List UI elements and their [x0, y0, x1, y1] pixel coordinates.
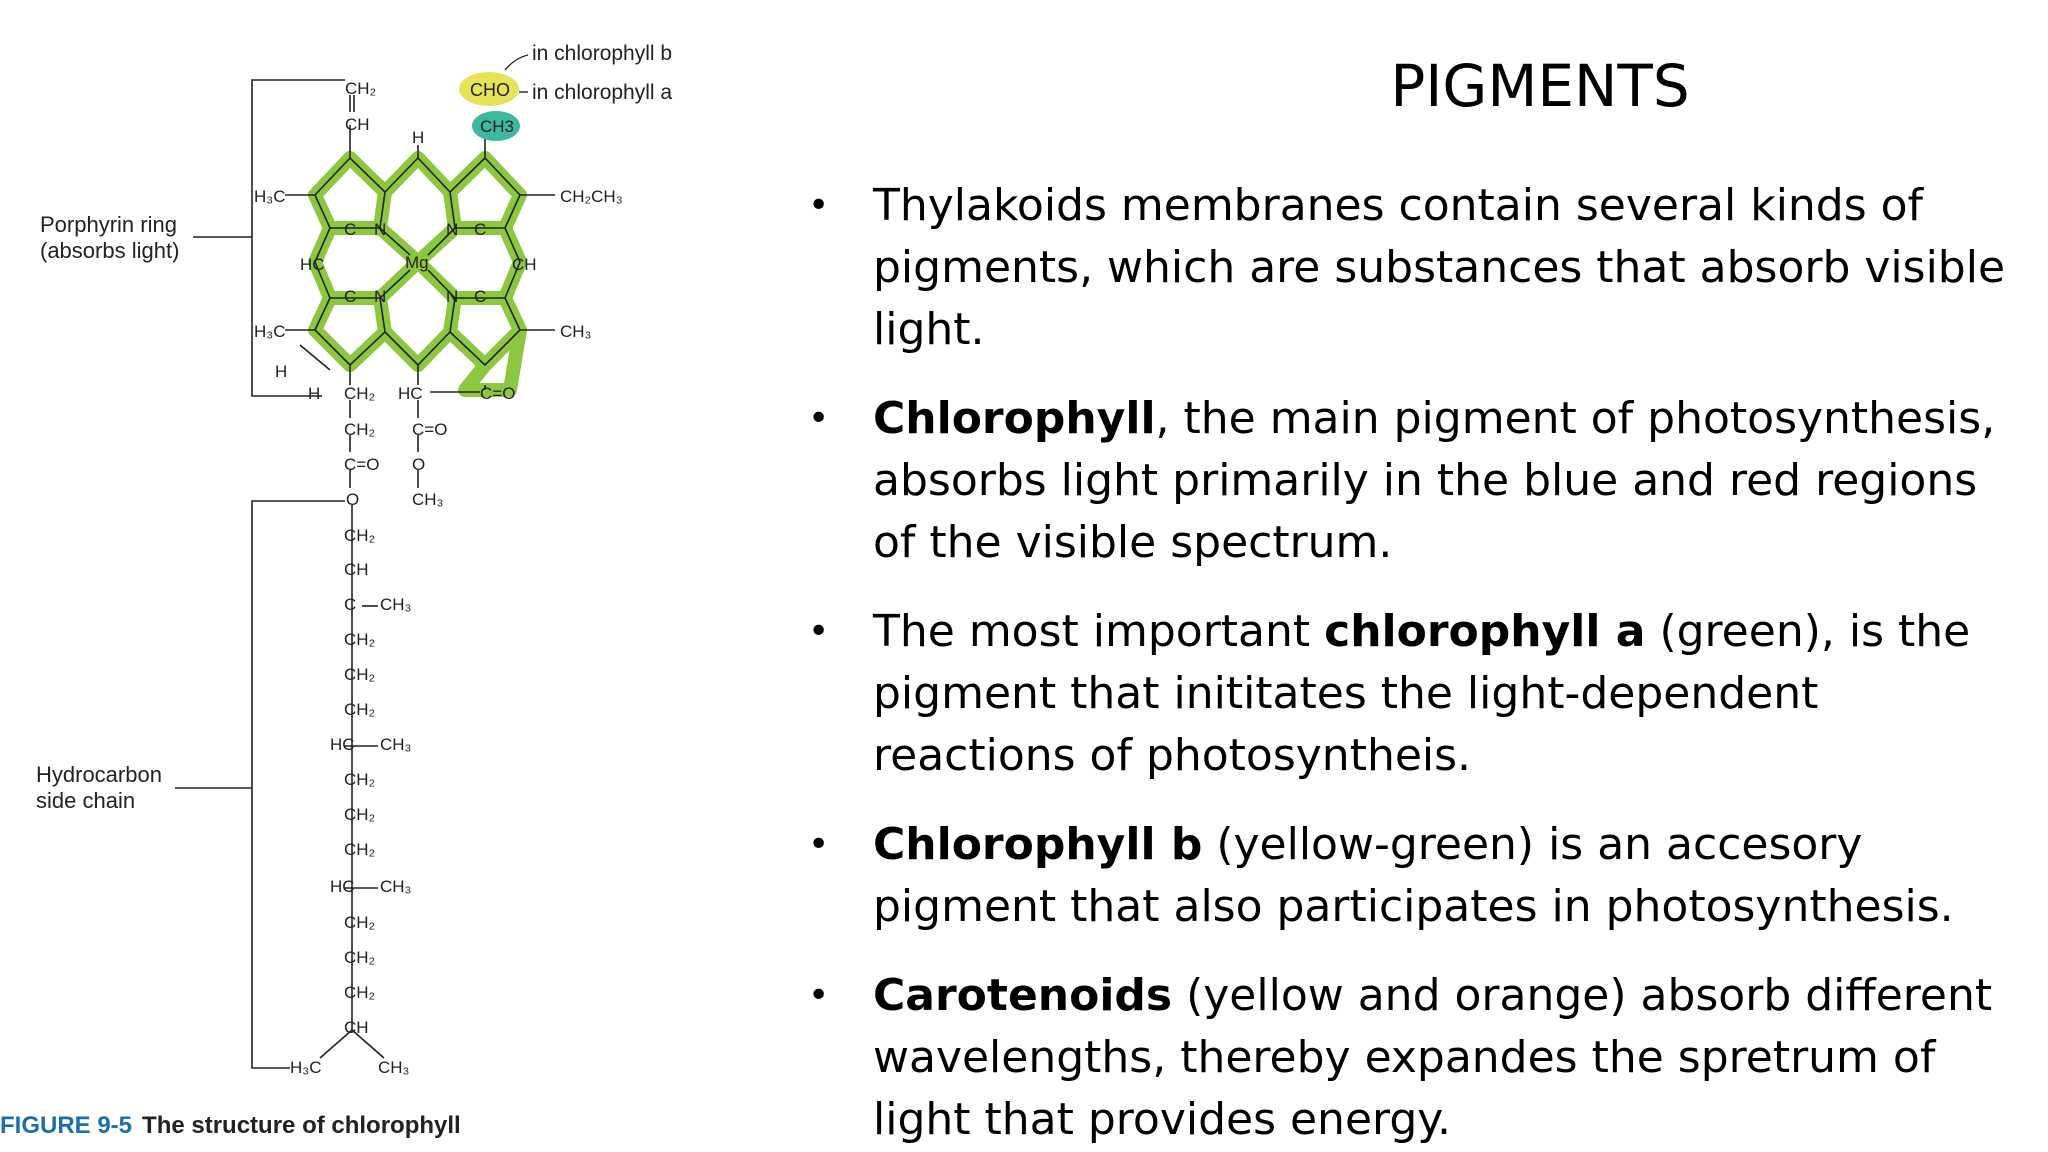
- svg-text:CH₃: CH₃: [380, 735, 412, 754]
- svg-text:C: C: [344, 220, 357, 239]
- bullet-dot-icon: •: [808, 975, 830, 1016]
- svg-text:CH₃: CH₃: [412, 490, 444, 509]
- bullet-list: [800, 175, 2010, 1152]
- atom-labels: [254, 79, 623, 1077]
- svg-text:H: H: [275, 362, 288, 381]
- chlorophyll-b-label: in chlorophyll b: [532, 42, 673, 65]
- svg-text:H: H: [308, 384, 321, 403]
- bullet-text: The most important: [873, 606, 1325, 657]
- svg-text:CH₂CH₃: CH₂CH₃: [560, 187, 623, 206]
- hydrocarbon-label-line1: Hydrocarbon: [36, 762, 162, 787]
- svg-text:CH₃: CH₃: [380, 595, 412, 614]
- svg-text:CH₃: CH₃: [378, 1058, 410, 1077]
- svg-text:C: C: [344, 595, 357, 614]
- bullet-item: [800, 965, 2010, 1151]
- svg-text:CH₂: CH₂: [345, 79, 377, 98]
- svg-text:N: N: [374, 220, 387, 239]
- svg-text:O: O: [412, 455, 426, 474]
- svg-text:C=O: C=O: [480, 384, 516, 403]
- svg-text:CH₃: CH₃: [560, 322, 592, 341]
- svg-text:CH₂: CH₂: [344, 526, 376, 545]
- svg-text:CH₂: CH₂: [344, 630, 376, 649]
- bullet-bold-text: chlorophyll a: [1324, 606, 1646, 657]
- svg-text:CH₂: CH₂: [344, 770, 376, 789]
- bullet-text: , the main pigment of photosynthesis, absorbs light primarily in the blue and red regions of the visible spectrum.: [873, 393, 1996, 568]
- svg-text:HC: HC: [330, 735, 355, 754]
- svg-text:CH: CH: [344, 1018, 369, 1037]
- svg-text:CH₂: CH₂: [344, 805, 376, 824]
- svg-text:CH₂: CH₂: [344, 983, 376, 1002]
- svg-text:C: C: [474, 287, 487, 306]
- svg-text:CH₂: CH₂: [344, 913, 376, 932]
- bullet-bold-text: Carotenoids: [873, 970, 1173, 1021]
- svg-text:O: O: [346, 490, 360, 509]
- svg-text:C: C: [344, 287, 357, 306]
- svg-text:CH₂: CH₂: [344, 420, 376, 439]
- porphyrin-label-line1: Porphyrin ring: [40, 212, 177, 237]
- svg-text:HC: HC: [398, 384, 423, 403]
- bullet-text: (yellow-green) is an accesory pigment that also participates in photosynthesis.: [873, 819, 1954, 932]
- svg-text:C=O: C=O: [412, 420, 448, 439]
- svg-text:N: N: [446, 220, 459, 239]
- svg-text:CH₂: CH₂: [344, 948, 376, 967]
- svg-text:CH: CH: [344, 560, 369, 579]
- bullet-dot-icon: •: [808, 185, 830, 226]
- bullet-text: (green), is the pigment that inititates the light-dependent reactions of photosyntheis.: [873, 606, 1971, 781]
- svg-text:H₃C: H₃C: [254, 187, 286, 206]
- svg-text:CH₂: CH₂: [344, 384, 376, 403]
- bullet-dot-icon: •: [808, 611, 830, 652]
- bullet-item: [800, 814, 2010, 938]
- bullet-item: [800, 601, 2010, 787]
- svg-text:N: N: [446, 287, 459, 306]
- bullet-bold-text: Chlorophyll b: [873, 819, 1203, 870]
- svg-text:H₃C: H₃C: [290, 1058, 322, 1077]
- svg-text:CH₂: CH₂: [344, 700, 376, 719]
- ch3-label: CH3: [480, 117, 515, 136]
- chlorophyll-structure-figure: [0, 0, 720, 1152]
- chlorophyll-a-label: in chlorophyll a: [532, 81, 673, 104]
- bullet-bold-text: Chlorophyll: [873, 393, 1156, 444]
- hydrocarbon-label-line2: side chain: [36, 788, 136, 813]
- bullet-item: [800, 175, 2010, 361]
- svg-text:CH: CH: [345, 115, 370, 134]
- svg-text:Mg: Mg: [405, 253, 429, 272]
- svg-text:N: N: [374, 287, 387, 306]
- svg-text:HC: HC: [300, 255, 325, 274]
- slide-title: PIGMENTS: [1390, 52, 1690, 120]
- porphyrin-label-line2: (absorbs light): [40, 238, 180, 263]
- bullet-text: Thylakoids membranes contain several kinds of pigments, which are substances that absorb visible light.: [873, 180, 2006, 355]
- chlorophyll-diagram: [0, 0, 720, 1110]
- svg-text:C=O: C=O: [344, 455, 380, 474]
- bullet-item: [800, 388, 2010, 574]
- figure-caption: [0, 1112, 461, 1140]
- figure-number: FIGURE 9-5: [0, 1112, 133, 1139]
- svg-text:CH₂: CH₂: [344, 665, 376, 684]
- svg-text:CH₃: CH₃: [380, 877, 412, 896]
- svg-text:C: C: [474, 220, 487, 239]
- svg-text:CH: CH: [512, 255, 537, 274]
- bullet-text: (yellow and orange) absorb different wavelengths, thereby expandes the spretrum of light that provides energy.: [873, 970, 1993, 1145]
- bullet-dot-icon: •: [808, 824, 830, 865]
- svg-text:HC: HC: [330, 877, 355, 896]
- svg-text:CH₂: CH₂: [344, 840, 376, 859]
- svg-text:H₃C: H₃C: [254, 322, 286, 341]
- brackets: [175, 80, 345, 1068]
- bullet-dot-icon: •: [808, 398, 830, 439]
- porphyrin-ring-highlight: [315, 158, 520, 390]
- cho-label: CHO: [470, 80, 510, 100]
- svg-text:H: H: [412, 128, 425, 147]
- figure-title: The structure of chlorophyll: [142, 1112, 461, 1139]
